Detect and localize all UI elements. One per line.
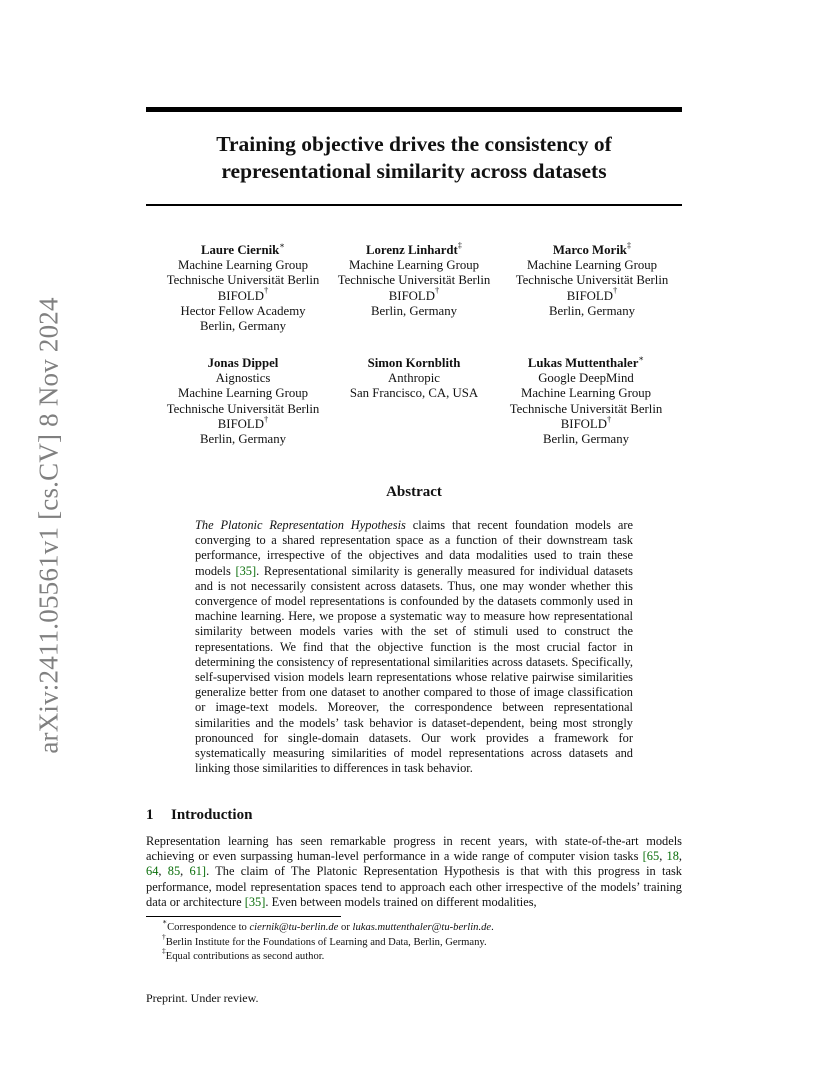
author-affiliation: Google DeepMind — [538, 371, 634, 386]
affiliation-mark: † — [263, 285, 269, 296]
abstract-text: . Representational similarity is generally measured for individual datasets and is not necessarily consistent across datasets. Thus, one may wonder whether this convergence of model representations is confounded by the datasets commonly used in machine learning. Here, we propose a systematic way to measure how representational similarity between models varies with the set of stimuli used to construct the representations. We find that the objective function is the most crucial factor in determining the consistency of representational similarities across datasets. Specifically, self-supervised vision models learn representations whose relative pairwise similarities generalize better from one dataset to another compared to those of image classification or image-text models. Moreover, the correspondence between representational similarities and the models’ task behavior is dataset-dependent, being most strongly pronounced for single-domain datasets. Our work provides a framework for systematically measuring similarities of model representations across datasets and linking those similarities to differences in task behavior. — [195, 563, 633, 776]
author-block-1 — [153, 239, 333, 334]
affiliation-mark: † — [612, 285, 618, 296]
email-link[interactable]: ciernik@tu-berlin.de — [249, 922, 339, 933]
author-block-6 — [496, 352, 676, 447]
author-affiliation: BIFOLD — [566, 288, 613, 303]
author-affiliation: Machine Learning Group — [348, 258, 480, 273]
citation-link[interactable]: [35] — [244, 894, 266, 909]
author-mark: ∗ — [279, 239, 286, 250]
affiliation-mark: † — [263, 413, 269, 424]
author-mark: ∗ — [638, 352, 645, 363]
email-link[interactable]: lukas.muttenthaler@tu-berlin.de — [352, 922, 492, 933]
author-name: Laure Ciernik — [200, 243, 280, 257]
citation-link[interactable]: 64 — [146, 864, 159, 879]
arxiv-identifier: arXiv:2411.05561v1 [cs.CV] 8 Nov 2024 — [34, 296, 65, 754]
title-bottom-rule — [146, 204, 682, 206]
author-affiliation: Technische Universität Berlin — [166, 273, 320, 288]
footnote-mark: ‡ — [162, 946, 166, 956]
author-affiliation: Machine Learning Group — [526, 258, 658, 273]
footnote-2 — [162, 932, 487, 949]
footnote-text: . — [491, 922, 494, 933]
author-name: Jonas Dippel — [207, 356, 279, 370]
author-affiliation: Technische Universität Berlin — [509, 401, 663, 416]
section-heading — [146, 807, 252, 824]
citation-link[interactable]: 18 — [666, 849, 679, 864]
abstract-italic-lead: The Platonic Representation Hypothesis — [195, 518, 406, 532]
author-location: Berlin, Germany — [371, 303, 457, 318]
footnote-text: or — [338, 922, 353, 933]
intro-text: Representation learning has seen remarkable progress in recent years, with state-of-the-art models achieving or even surpassing human-level performance in a wide range of computer vision tasks — [146, 834, 682, 864]
paper-title — [146, 131, 682, 185]
author-block-4 — [153, 356, 333, 447]
author-location: Berlin, Germany — [543, 432, 629, 447]
affiliation-mark: † — [606, 413, 612, 424]
author-mark: ‡ — [626, 239, 632, 250]
author-affiliation: Hector Fellow Academy — [180, 303, 306, 318]
affiliation-mark: † — [434, 285, 440, 296]
footnote-mark: † — [162, 932, 166, 942]
citation-link[interactable]: [65 — [642, 849, 660, 864]
author-location: Berlin, Germany — [549, 303, 635, 318]
title-line-2: representational similarity across datasets — [221, 159, 607, 183]
footnote-rule — [146, 916, 341, 917]
author-block-5 — [324, 356, 504, 402]
footnote-mark: ∗ — [162, 917, 168, 927]
footnote-3 — [162, 946, 325, 963]
author-name: Lukas Muttenthaler — [527, 356, 639, 370]
author-affiliation: Technische Universität Berlin — [515, 273, 669, 288]
author-location: San Francisco, CA, USA — [349, 386, 479, 401]
title-top-rule — [146, 107, 682, 112]
author-name: Marco Morik — [552, 243, 627, 257]
author-name: Lorenz Linhardt — [365, 243, 458, 257]
footnote-text: Equal contributions as second author. — [165, 951, 325, 962]
author-block-2 — [324, 239, 504, 319]
citation-link[interactable]: [35] — [235, 563, 257, 578]
section-title: Introduction — [171, 807, 253, 823]
intro-text: . The claim of The Platonic Representation Hypothesis is that with this progress in task performance, model representation spaces tend to approach each other irrespective of the models’ training data or architecture — [146, 864, 682, 909]
author-location: Berlin, Germany — [200, 432, 286, 447]
author-affiliation: Machine Learning Group — [520, 386, 652, 401]
author-affiliation: BIFOLD — [388, 288, 435, 303]
author-affiliation: Machine Learning Group — [177, 258, 309, 273]
arxiv-sidebar-stamp — [22, 290, 77, 760]
footnote-text: Berlin Institute for the Foundations of Learning and Data, Berlin, Germany. — [165, 937, 487, 948]
abstract-heading: Abstract — [386, 484, 442, 500]
author-affiliation: BIFOLD — [217, 288, 264, 303]
author-block-3 — [502, 239, 682, 319]
footnote-text: Correspondence to — [167, 922, 250, 933]
author-affiliation: Anthropic — [388, 371, 440, 386]
citation-link[interactable]: 85 — [167, 864, 181, 879]
author-name: Simon Kornblith — [367, 356, 461, 370]
author-affiliation: BIFOLD — [560, 416, 607, 431]
abstract-body — [195, 518, 633, 776]
footnote-1 — [162, 917, 494, 934]
abstract-text: claims that recent foundation models are converging to a shared representation space as a function of their downstream task performance, irrespective of the objectives and data modalities used to train these models — [195, 518, 633, 578]
author-affiliation: Aignostics — [215, 371, 271, 386]
author-affiliation: BIFOLD — [217, 416, 264, 431]
citation-link[interactable]: 61] — [189, 864, 207, 879]
title-line-1: Training objective drives the consistency of — [216, 132, 612, 156]
author-affiliation: Technische Universität Berlin — [166, 401, 320, 416]
author-mark: ‡ — [457, 239, 463, 250]
author-location: Berlin, Germany — [200, 319, 286, 334]
section-number: 1 — [146, 807, 154, 823]
author-affiliation: Technische Universität Berlin — [337, 273, 491, 288]
intro-text: . Even between models trained on different modalities, — [265, 894, 537, 909]
intro-paragraph: Representation learning has seen remarkable progress in recent years, with state-of-the-art models achieving or even surpassing human-level performance in a wide range of computer vision tasks [65, 18, 64, 85, 61]. The claim of The Platonic Representation Hypothesis is that with this progress in task performance, model representation spaces tend to approach each other irrespective of the models’ training data or architecture [35]. Even between models trained on different modalities, — [146, 834, 682, 909]
author-affiliation: Machine Learning Group — [177, 386, 309, 401]
preprint-note: Preprint. Under review. — [146, 991, 259, 1005]
